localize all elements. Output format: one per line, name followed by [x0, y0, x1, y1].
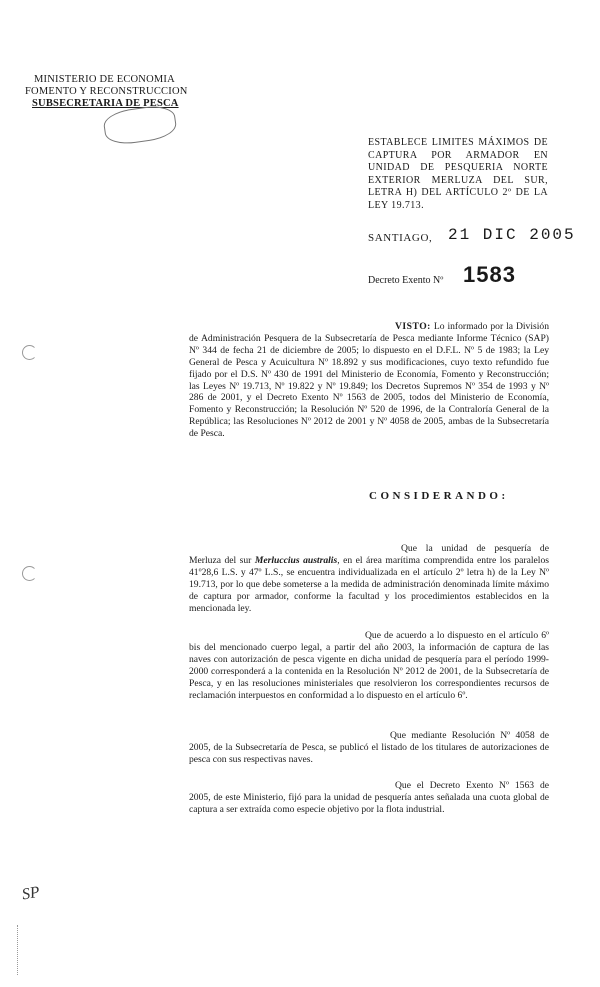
- considerando-4-lead: Que el Decreto Exento Nº 1563 de: [395, 780, 549, 791]
- species-name: Merluccius australis: [254, 554, 338, 566]
- scan-edge-dots: [17, 925, 20, 975]
- considerando-2: [189, 630, 549, 701]
- considerando-1-text-after: , en el área marítima comprendida entre los paralelos 41º28,6 L.S. y 47º L.S., se encuentra individualizada en el artículo 2º letra h) de la Ley Nº 19.713, por lo que debe someterse a la medida de administración denominada límite máximo de captura por armador, conforme la facultad y los procedimientos establecidos en la mencionada ley.: [189, 554, 549, 614]
- considerando-1-text-before: del sur: [224, 554, 252, 566]
- visto-text: Lo informado por la División de Administración Pesquera de la Subsecretaría de Pesca mediante Informe Técnico (SAP) Nº 344 de fecha 21 de diciembre de 2005; lo dispuesto en el D.F.L. Nº 5 de 1983; la Ley General de Pesca y Acuicultura Nº 18.892 y sus modificaciones, cuyo texto refundido fue fijado por el D.S. Nº 430 de 1991 del Ministerio de Economía, Fomento y Reconstrucción; las Leyes Nº 19.713, Nº 19.822 y Nº 19.849; los Decretos Supremos Nº 354 de 1993 y Nº 286 de 2001, y el Decreto Exento Nº 1563 de 2005, todos del Ministerio de Economía, Fomento y Reconstrucción; la Resolución Nº 520 de 1996, de la Contraloría General de la República; las Resoluciones Nº 2012 de 2001 y Nº 4058 de 2005, ambas de la Subsecretaría de Pesca.: [189, 321, 549, 440]
- considerando-4-text: 2005, de este Ministerio, fijó para la unidad de pesquería antes señalada una cuota global de captura a ser extraída como especie objetivo por la flota industrial.: [189, 791, 549, 815]
- considerando-1-lead: Que la unidad de pesquería de Merluza: [189, 543, 549, 566]
- decree-label: Decreto Exento Nº: [368, 275, 444, 286]
- subsecretaria-name: SUBSECRETARIA DE PESCA: [32, 98, 179, 109]
- ministry-subtitle: FOMENTO Y RECONSTRUCCION: [25, 86, 188, 97]
- considerando-4: [189, 780, 549, 816]
- considerando-3-text: 2005, de la Subsecretaría de Pesca, se publicó el listado de los titulares de autorizaciones de pesca con sus respectivas naves.: [189, 741, 549, 765]
- considerando-heading: CONSIDERANDO:: [369, 490, 509, 502]
- punch-hole-mark: [22, 566, 37, 581]
- place-label: SANTIAGO,: [368, 232, 433, 244]
- considerando-3-lead: Que mediante Resolución Nº 4058 de: [390, 730, 549, 741]
- considerando-2-lead: Que de acuerdo a lo dispuesto en el: [365, 630, 506, 641]
- decree-number: 1583: [463, 262, 516, 287]
- ministry-name: MINISTERIO DE ECONOMIA: [34, 74, 175, 85]
- decree-title: ESTABLECE LIMITES MÁXIMOS DE CAPTURA POR ARMADOR EN UNIDAD DE PESQUERIA NORTE EXTERIOR MERLUZA DEL SUR, LETRA H) DEL ARTÍCULO 2º DE LA LEY 19.713.: [368, 137, 548, 211]
- date-stamp: 21 DIC 2005: [448, 226, 576, 244]
- considerando-3: [189, 730, 549, 766]
- handwritten-initials: SP: [20, 883, 42, 904]
- visto-paragraph: [189, 321, 549, 440]
- visto-label: VISTO:: [395, 321, 431, 332]
- considerando-2-text: artículo 6º bis del mencionado cuerpo legal, a partir del año 2003, la información de captura de las naves con autorización de pesca vigente en dicha unidad de pesquería para el período 1999-2000 corresponderá a la contenida en la Resolución Nº 2012 de 2001, de la Subsecretaría de Pesca, y en las resoluciones ministeriales que resolvieron los correspondientes recursos de reclamación interpuestos en conformidad a lo dispuesto en el artículo 6º.: [189, 630, 549, 701]
- considerando-1: [189, 543, 549, 614]
- punch-hole-mark: [22, 345, 37, 360]
